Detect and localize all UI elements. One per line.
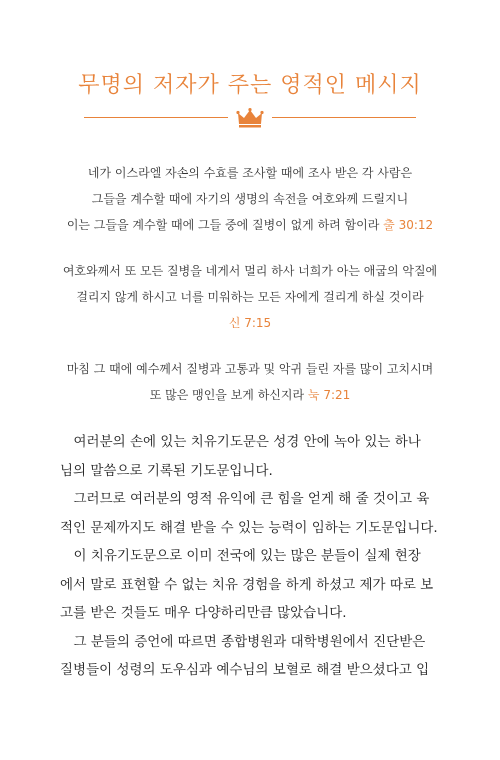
divider-line-right (272, 117, 416, 118)
verse-reference: 출 30:12 (383, 218, 434, 232)
verse-line: 마침 그 때에 예수께서 질병과 고통과 및 악귀 들린 자를 많이 고치시며 (66, 362, 434, 376)
body-line: 여러분의 손에 있는 치유기도문은 성경 안에 녹아 있는 하나 (73, 434, 421, 450)
title-divider (84, 108, 416, 128)
body-line: 님의 말씀으로 기록된 기도문입니다. (60, 462, 273, 479)
divider-line-left (84, 117, 228, 118)
verse-line: 그들을 계수할 때에 자기의 생명의 속전을 여호와께 드릴지니 (91, 192, 409, 206)
verse-reference: 눅 7:21 (307, 388, 351, 402)
verse-line: 네가 이스라엘 자손의 수효를 조사할 때에 조사 받은 각 사람은 (87, 166, 413, 180)
verse-block-3 (0, 356, 500, 408)
verse-line: 이는 그들을 계수할 때에 그들 중에 질병이 없게 하려 함이라 출 30:12 (66, 218, 434, 232)
body-line: 질병들이 성령의 도우심과 예수님의 보혈로 해결 받으셨다고 입 (60, 662, 430, 678)
body-line: 고를 받은 것들도 매우 다양하리만큼 많았습니다. (60, 605, 347, 621)
verse-reference: 신 7:15 (228, 316, 272, 330)
crown-icon (236, 108, 264, 128)
verse-line: 여호와께서 또 모든 질병을 네게서 멀리 하사 너희가 아는 애굽의 악질에 (62, 264, 438, 278)
verse-line (0, 310, 500, 336)
verse-line: 또 많은 맹인을 보게 하신지라 눅 7:21 (149, 388, 351, 402)
verse-block-2 (0, 258, 500, 336)
verse-block-1 (0, 160, 500, 238)
body-text (60, 428, 444, 685)
body-line: 에서 말로 표현할 수 없는 치유 경험을 하게 하셨고 제가 따로 보 (60, 576, 434, 593)
verse-line: 걸리지 않게 하시고 너를 미워하는 모든 자에게 걸리게 하실 것이라 (76, 290, 424, 304)
page-title: 무명의 저자가 주는 영적인 메시지 (78, 73, 422, 98)
body-line: 이 치유기도문으로 이미 전국에 있는 많은 분들이 실제 현장 (73, 548, 421, 564)
body-line: 그 분들의 증언에 따르면 종합병원과 대학병원에서 진단받은 (73, 633, 426, 650)
body-line: 적인 문제까지도 해결 받을 수 있는 능력이 임하는 기도문입니다. (60, 519, 438, 536)
body-line: 그러므로 여러분의 영적 유익에 큰 힘을 얻게 해 줄 것이고 육 (73, 491, 430, 507)
